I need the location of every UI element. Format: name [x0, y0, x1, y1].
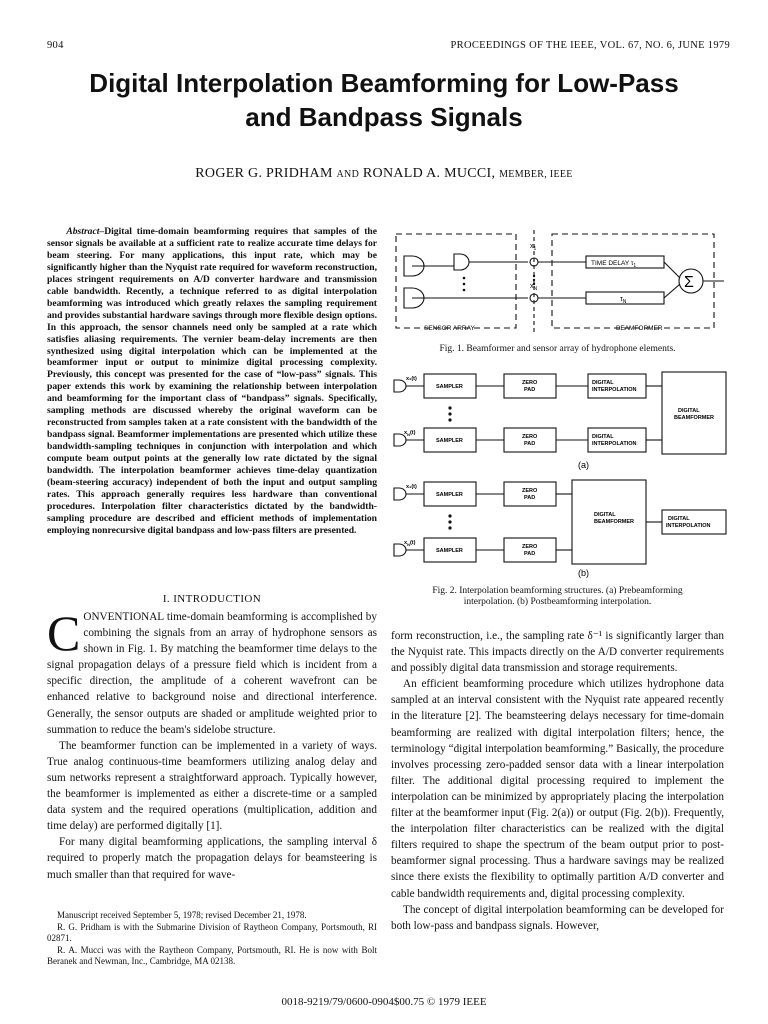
fig2-caption-line-2: interpolation. (b) Postbeamforming interpolation.: [463, 597, 652, 607]
intro-paragraph-1: [47, 605, 377, 738]
figure-2-diagram: [390, 368, 730, 583]
author-conjunction: AND: [336, 169, 360, 180]
footnote-received: Manuscript received September 5, 1978; revised December 21, 1978.: [57, 910, 307, 920]
sampler-label-a1: SAMPLER: [436, 384, 463, 390]
interp-digital-a1: DIGITAL: [592, 380, 614, 386]
abstract: [47, 226, 377, 537]
pad-label-an: PAD: [524, 441, 536, 447]
interp-label-a1: INTERPOLATION: [592, 387, 637, 393]
figure-1-diagram: [390, 226, 730, 340]
zero-pad-box-b1: [504, 482, 556, 506]
pad-label-a1: PAD: [524, 387, 536, 393]
pad-label-bn: PAD: [524, 551, 536, 557]
author-line: [0, 166, 768, 182]
drop-cap: C: [47, 605, 81, 661]
zero-pad-box-a1: [504, 374, 556, 398]
intro-col2-paragraph-1: form reconstruction, i.e., the sampling rate δ⁻¹ is significantly larger than the Nyquist rate. This impacts directly on the A/D converter requirements and possibly digital data transmission and storage requirements.: [391, 630, 724, 675]
section-heading: I. INTRODUCTION: [162, 593, 262, 605]
sampler-label-an: SAMPLER: [436, 438, 463, 444]
pad-label-b1: PAD: [524, 495, 536, 501]
beamformer-digital-b: DIGITAL: [594, 512, 616, 518]
interp-box-an: [588, 428, 646, 452]
paper-title: [30, 66, 738, 134]
time-delay-label: TIME DELAY $\tau_1$: [591, 260, 637, 269]
fig1-input-1-label: $x_1$: [530, 243, 537, 252]
author-2: RONALD A. MUCCI,: [362, 166, 496, 181]
body-column-left: [47, 605, 377, 883]
beamformer-label-a: BEAMFORMER: [674, 415, 715, 421]
copyright-footer: 0018-9219/79/0600-0904$00.75 © 1979 IEEE: [281, 996, 487, 1008]
hydrophone-1-inner: [454, 254, 469, 270]
footnote-mucci: R. A. Mucci was with the Raytheon Company, Portsmouth, RI. He is now with Bolt Beranek and Newman, Inc., Cambridge, MA 02138.: [47, 944, 377, 966]
intro-col2-paragraph-3: The concept of digital interpolation beamforming can be developed for both low-pass and bandpass signals. However,: [391, 903, 724, 932]
fig2-input-an-label: $x_N(t)$: [404, 430, 416, 437]
sensor-array-box: [396, 234, 516, 328]
fig2-part-a-label: (a): [578, 460, 589, 470]
footnotes: [47, 910, 377, 968]
figure-1-caption: Fig. 1. Beamformer and sensor array of hydrophone elements.: [439, 344, 676, 354]
beamformer-digital-a: DIGITAL: [678, 408, 700, 414]
sensor-array-label: SENSOR ARRAY: [424, 325, 475, 332]
fig2-input-a1-label: x₁(t): [406, 376, 417, 382]
interp-digital-an: DIGITAL: [592, 434, 614, 440]
abstract-label: Abstract: [66, 226, 100, 237]
journal-header: PROCEEDINGS OF THE IEEE, VOL. 67, NO. 6, JUNE 1979: [450, 40, 730, 51]
intro-paragraph-3: For many digital beamforming applications, the sampling interval δ required to properly match the propagation delays for beamsteering is much smaller than that required for wave-: [47, 836, 377, 881]
zero-label-bn: ZERO: [522, 544, 538, 550]
intro-paragraph-2: The beamformer function can be implemented in a variety of ways. True analog continuous-time beamformers utilizing analog delay and sum networks represent a straightforward approach. Typically however, the beamformer is implemented as either a discrete-time or a sampled data system and the required operations (multiplication, addition and time delay) are performed digitally [1].: [47, 739, 377, 833]
beamformer-label-b: BEAMFORMER: [594, 519, 635, 525]
title-line-2: and Bandpass Signals: [245, 102, 523, 132]
sampler-label-b1: SAMPLER: [436, 492, 463, 498]
author-1: ROGER G. PRIDHAM: [195, 166, 333, 181]
footnote-pridham: R. G. Pridham is with the Submarine Division of Raytheon Company, Portsmouth, RI 02871.: [47, 921, 377, 943]
page-number: 904: [47, 40, 64, 51]
intro-col2-paragraph-2: An efficient beamforming procedure which utilizes hydrophone data sampled at an interval consistent with the Nyquist rate appeared recently in the literature [2]. The beamsteering delays necessary for time-domain beamforming are realized with digital interpolation filters; hence, the terminology “digital interpolation beamforming.” Basically, the procedure involves processing zero-padded sensor data with a linear interpolation filter. The additional digital processing required to implement the interpolation can be minimized by appropriately placing the interpolation filter at the beamformer input (Fig. 2(a)) or output (Fig. 2(b)). Frequently, the interpolation filter characteristics can be realized with the digital filters required to shape the spectrum of the beam output prior to post-beamformer signal processing. Thus a hardware savings may be realized since there exists the flexibility to optimally partition A/D converter and cable bandwidth requirements and, digital processing complexity.: [391, 678, 724, 900]
beamformer-label: BEAMFORMER: [616, 325, 663, 332]
interp-box-a1: [588, 374, 646, 398]
intro-p1-text: ONVENTIONAL time-domain beamforming is accomplished by combining the signals from an array of hydrophone sensors as shown in Fig. 1. By matching the beamformer time delays to the signal propagation delays of a pressure field which is incident from a specific direction, the amplitude of a coherent wavefront can be enhanced relative to background noise and directional interference. Generally, the sensor outputs are shaded or amplitude weighted prior to summation to reduce the beam's sidelobe structure.: [47, 611, 377, 736]
fig2-input-b1-label: x₁(t): [406, 484, 417, 490]
body-column-right: [391, 628, 724, 934]
abstract-text: –Digital time-domain beamforming requires that samples of the sensor signals be available at a sufficient rate to realize accurate time delays for beam steering. For many applications, this input rate, which may be significantly higher than the Nyquist rate required for waveform reconstruction, places stringent requirements on A/D converter hardware and transmission cable bandwidth. Recently, a technique referred to as digital interpolation beamforming was introduced which greatly relaxes the sampling requirement and provides substantial hardware savings through more flexible design options. In this approach, the sensor channels need only be sampled at a rate which satisfies aliasing requirements. The vernier beam-delay increments are then synthesized using digital interpolation which can be implemented at the beamformer input or output to minimize digital processing complexity. Previously, this concept was presented for the case of “low-pass” signals. This paper extends this work by examining the relationship between interpolation and beamforming for the important class of “bandpass” signals. Specifically, sampling methods are discussed whereby the original waveform can be reconstructed from samples taken at a rate consistent with the bandwidth of the bandpass signal. Beamformer implementations are presented which utilize these bandwidth-sampling techniques in conjunction with interpolation and which compute beam output points at the generally low rate dictated by the signal bandwidth. The interpolation beamformer achieves time-delay quantization (beam-steering accuracy) independent of both the input and output sampling rates. This approach generally requires less hardware than conventional procedures. Interpolation filter characteristics dictated by the bandwidth-sampling procedure are described and efficient methods of implementation employing nonrecursive digital bandpass and low-pass filters are presented.: [47, 226, 377, 536]
fig2-input-bn-label: $x_N(t)$: [404, 540, 416, 547]
fig1-input-n-label: $x_N$: [530, 283, 538, 292]
interp-label-an: INTERPOLATION: [592, 441, 637, 447]
interp-label-b: INTERPOLATION: [666, 523, 711, 529]
fig2-caption-line-1: Fig. 2. Interpolation beamforming structures. (a) Prebeamforming: [432, 586, 683, 596]
figure-2-caption: [391, 586, 724, 608]
interp-digital-b: DIGITAL: [668, 516, 690, 522]
interp-box-b: [662, 510, 726, 534]
zero-label-an: ZERO: [522, 434, 538, 440]
zero-label-a1: ZERO: [522, 380, 538, 386]
zero-pad-box-bn: [504, 538, 556, 562]
zero-label-b1: ZERO: [522, 488, 538, 494]
tau-n-label: $\tau_N$: [620, 296, 627, 305]
author-membership: MEMBER, IEEE: [499, 169, 573, 180]
fig2-part-b-label: (b): [578, 568, 589, 578]
title-line-1: Digital Interpolation Beamforming for Low-Pass: [89, 68, 679, 98]
zero-pad-box-an: [504, 428, 556, 452]
sampler-label-bn: SAMPLER: [436, 548, 463, 554]
sum-symbol: Σ: [684, 274, 694, 291]
